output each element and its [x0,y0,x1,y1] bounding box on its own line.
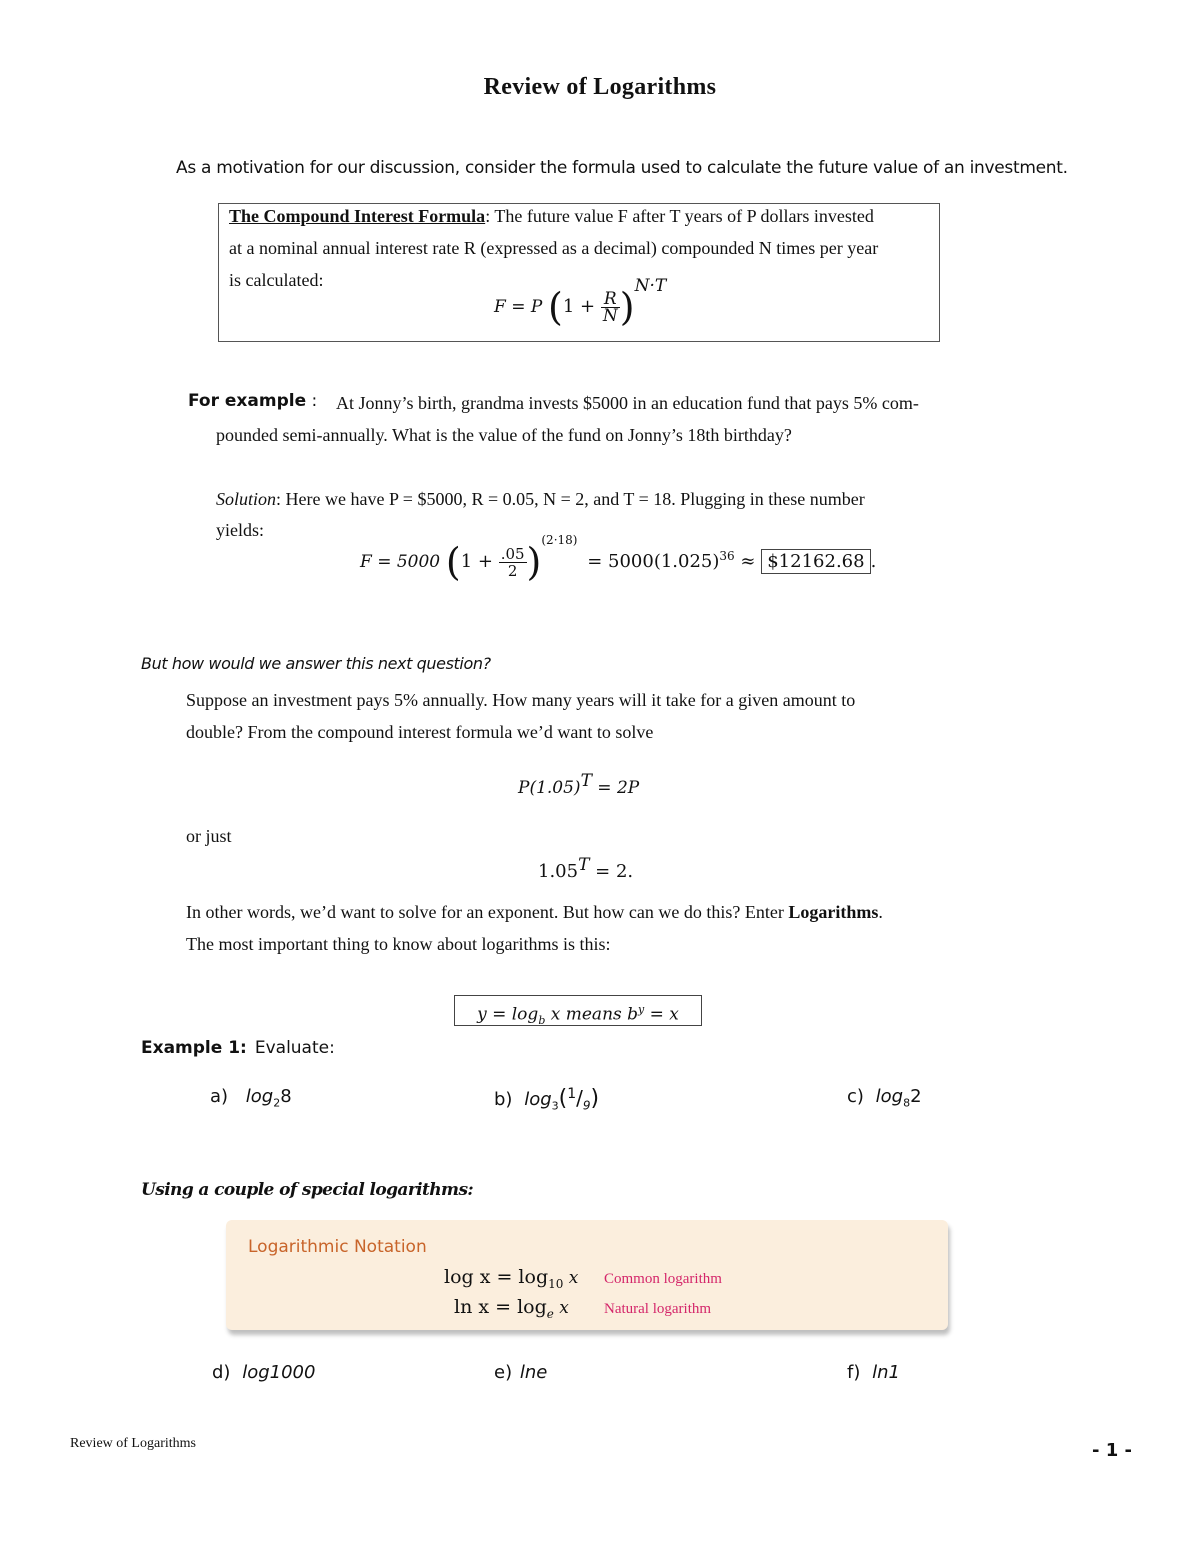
question-heading: But how would we answer this next question? [141,654,491,673]
formula-box-line2: at a nominal annual interest rate R (expressed as a decimal) compounded N times per year [229,238,879,258]
approx-sign: ≈ [740,551,756,572]
common-log-note: Common logarithm [604,1271,722,1287]
common-log-equation [444,1266,578,1291]
fraction-05-over-2 [499,546,527,579]
example1-heading [141,1038,335,1058]
problem-d [212,1362,315,1383]
fraction-denominator: 2 [507,561,518,580]
problem-b-close-paren: ) [590,1086,600,1111]
problem-f [847,1362,900,1383]
example-line1: At Jonny’s birth, grandma invests $5000 in an education fund that pays 5% com- [336,393,919,413]
doubling-eq-exponent: T [580,771,592,791]
close-paren: ) [619,285,635,329]
page-title: Review of Logarithms [483,74,717,100]
simple-eq-exponent: T [578,855,590,875]
intro-paragraph: As a motivation for our discussion, consider the formula used to calculate the future value of an investment. [176,158,1068,178]
problem-b-slash: / [576,1086,583,1110]
doubling-eq-rhs: = 2P [591,778,640,798]
problem-e [494,1362,547,1383]
open-paren: ( [548,285,563,329]
problem-c-log: log [875,1086,904,1107]
problem-a-label: a) [210,1086,229,1107]
solution-eq-middle: = 5000(1.025) [587,551,720,572]
problem-b-base: 3 [551,1099,559,1113]
problem-a-log: log [245,1086,274,1107]
solution-eq-period: . [870,551,877,572]
solution-line2: yields: [216,520,264,540]
doubling-eq-lhs: P(1.05) [518,778,581,798]
question-line1: Suppose an investment pays 5% annually. How many years will it take for a given amount to [186,690,856,710]
problem-d-expression: log1000 [242,1362,316,1383]
example-label [188,391,317,411]
equation-exponent: N·T [634,276,667,296]
problem-b-open-paren: ( [558,1086,568,1111]
natural-log-lhs: ln x = log [454,1296,547,1318]
example-label-text: For example [188,391,307,411]
fraction-r-over-n [601,288,620,326]
problem-e-expression: lne [519,1362,548,1383]
question-line2: double? From the compound interest formula we’d want to solve [186,722,654,742]
equation-lhs: F = P [494,297,543,317]
simple-eq-base: 1.05 [538,861,579,882]
solution-line1 [216,489,865,510]
common-log-base: 10 [548,1276,564,1291]
footer-title: Review of Logarithms [70,1436,196,1451]
example1-label: Example 1: [141,1038,247,1058]
solution-eq-one-plus: 1 + [460,551,493,572]
fraction-denominator: N [602,305,618,326]
formula-box-line1-text: : The future value F after T years of P dollars invested [485,206,874,226]
definition-part1: y = log [477,1004,539,1025]
paragraph-text: In other words, we’d want to solve for an exponent. But how can we do this? Enter [186,902,789,922]
definition-exponent: y [638,1003,645,1016]
problem-c-argument: 2 [910,1086,922,1107]
problem-c-label: c) [847,1086,864,1107]
solution-eq-lhs: F = 5000 [360,552,441,572]
doubling-equation [518,771,639,798]
problem-a-base: 2 [273,1096,281,1110]
problem-b-denominator: 9 [582,1098,591,1113]
problem-c-base: 8 [903,1096,911,1110]
compound-interest-box [218,203,940,342]
definition-part3: = x [644,1004,679,1025]
solution-eq-exponent: (2·18) [541,533,578,547]
problem-a-argument: 8 [280,1086,292,1107]
page-number: - 1 - [1092,1440,1132,1461]
log-definition-box [454,995,702,1026]
definition-base-subscript: b [538,1014,546,1028]
common-log-x: x [563,1268,579,1288]
solution-eq-middle-exponent: 36 [719,549,735,563]
problem-b [494,1086,599,1113]
equation-one-plus: 1 + [562,296,596,317]
problem-f-label: f) [847,1362,861,1383]
or-just-text: or just [186,826,232,846]
solution-result-box: $12162.68 [761,549,870,574]
example-label-colon: : [306,391,318,411]
close-paren: ) [526,540,542,584]
solution-word: Solution [216,489,277,509]
problem-b-numerator: 1 [567,1086,577,1102]
logarithmic-notation-title: Logarithmic Notation [248,1237,427,1257]
natural-log-equation [454,1296,569,1321]
fraction-numerator: .05 [500,544,525,563]
natural-log-base: e [546,1306,554,1321]
formula-box-line1 [229,206,874,227]
simple-equation [538,855,633,882]
example-line2: pounded semi-annually. What is the value of the fund on Jonny’s 18th birthday? [216,425,792,445]
example1-instruction: Evaluate: [254,1038,335,1058]
formula-box-heading: The Compound Interest Formula [229,206,486,226]
solution-text: : Here we have P = $5000, R = 0.05, N = 2, and T = 18. Plugging in these number [276,489,865,509]
common-log-lhs: log x = log [444,1266,549,1288]
problem-e-label: e) [494,1362,513,1383]
logarithmic-notation-box [226,1220,948,1330]
paragraph-period: . [878,902,883,922]
problem-f-expression: ln1 [872,1362,900,1383]
logarithms-bold-word: Logarithms [788,902,879,922]
definition-part2: x means b [545,1004,639,1025]
exponent-paragraph-line2: The most important thing to know about logarithms is this: [186,934,611,954]
problem-d-label: d) [212,1362,231,1383]
open-paren: ( [445,540,461,584]
special-logs-heading: Using a couple of special logarithms: [141,1180,474,1200]
problem-b-label: b) [494,1089,513,1110]
natural-log-note: Natural logarithm [604,1301,712,1317]
problem-a [210,1086,292,1110]
exponent-paragraph-line1 [186,902,883,923]
fraction-numerator: R [601,291,620,308]
simple-eq-rhs: = 2. [589,861,634,882]
natural-log-x: x [553,1298,569,1318]
formula-box-line3: is calculated: [229,270,324,290]
problem-b-log: log [524,1089,552,1110]
problem-c [847,1086,922,1110]
